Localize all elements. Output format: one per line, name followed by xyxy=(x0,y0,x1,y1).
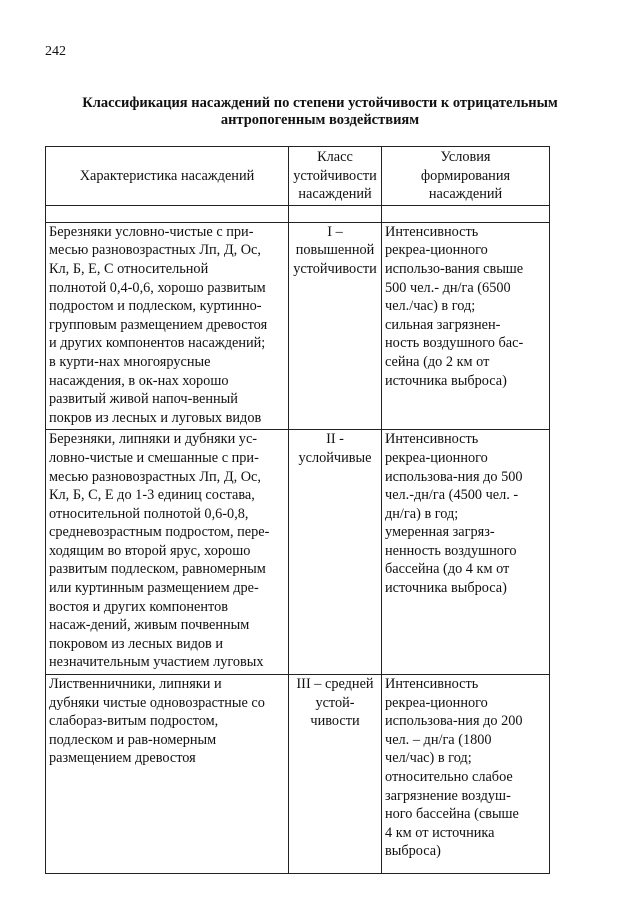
characteristic-line: ловно-чистые и смешанные с при- xyxy=(49,449,259,466)
class-line: чивости xyxy=(310,713,360,730)
conditions-line: источника выброса) xyxy=(385,372,507,389)
conditions-line: 4 км от источника xyxy=(385,824,495,841)
conditions-line: чел/час) в год; xyxy=(385,750,472,767)
characteristic-line: Лиственничники, липняки и xyxy=(49,676,222,693)
spacer-cell xyxy=(289,205,382,222)
table-row xyxy=(46,430,550,675)
characteristic-line: развитым подлеском, равномерным xyxy=(49,561,266,578)
conditions-cell xyxy=(382,222,550,430)
conditions-line: умеренная загряз- xyxy=(385,524,495,541)
conditions-line: загрязнение воздуш- xyxy=(385,787,511,804)
characteristic-line: полнотой 0,4-0,6, хорошо развитым xyxy=(49,279,266,296)
conditions-line: Интенсивность xyxy=(385,676,479,693)
header-conditions-line: Условия xyxy=(440,149,491,165)
page-number: 242 xyxy=(45,44,66,59)
spacer-cell xyxy=(46,205,289,222)
header-class-line: насаждений xyxy=(298,186,372,203)
conditions-line: ненность воздушного xyxy=(385,542,517,559)
conditions-line: использова-ния до 500 xyxy=(385,468,523,485)
header-class xyxy=(289,147,382,206)
conditions-line: бассейна (до 4 км от xyxy=(385,561,510,578)
conditions-cell xyxy=(382,675,550,874)
characteristic-line: покровом из лесных видов и xyxy=(49,635,224,652)
characteristic-cell xyxy=(46,675,289,874)
conditions-line: использова-ния до 200 xyxy=(385,713,523,730)
class-cell xyxy=(289,675,382,874)
characteristic-line: покров из лесных и луговых видов xyxy=(49,409,262,426)
characteristic-cell xyxy=(46,222,289,430)
class-cell xyxy=(289,430,382,675)
characteristic-line: Кл, Б, Е, С относительной xyxy=(49,260,209,277)
characteristic-line: размещением древостоя xyxy=(49,750,196,767)
conditions-line: сейна (до 2 км от xyxy=(385,353,490,370)
characteristic-line: насаж-дений, живым почвенным xyxy=(49,617,250,634)
conditions-line: относительно слабое xyxy=(385,769,513,785)
conditions-line: Интенсивность xyxy=(385,223,479,240)
class-line: устойчивости xyxy=(293,260,377,277)
conditions-line: рекреа-ционного xyxy=(385,449,488,466)
class-line: устой- xyxy=(315,694,355,711)
class-line: II - xyxy=(326,431,344,448)
conditions-line: использо-вания свыше xyxy=(385,260,524,277)
header-conditions xyxy=(382,147,550,206)
conditions-line: источника выброса) xyxy=(385,580,507,597)
characteristic-line: подлеском и рав-номерным xyxy=(49,731,217,748)
conditions-line: выброса) xyxy=(385,843,441,860)
characteristic-line: месью разновозрастных Лп, Д, Ос, xyxy=(49,468,261,485)
characteristic-line: групповым размещением древостоя xyxy=(49,316,268,333)
characteristic-line: развитый живой напоч-венный xyxy=(49,391,238,408)
characteristic-line: Березняки условно-чистые с при- xyxy=(49,223,254,240)
conditions-line: чел./час) в год; xyxy=(385,298,476,315)
characteristic-line: ходящим во второй ярус, хорошо xyxy=(49,542,251,559)
characteristic-line: незначительным участием луговых xyxy=(49,654,264,671)
header-class-line: Класс xyxy=(317,149,353,165)
characteristic-line: дубняки чистые одновозрастные со xyxy=(49,694,265,711)
class-line: I – xyxy=(327,223,343,240)
characteristic-line: средневозрастным подростом, пере- xyxy=(49,524,270,541)
conditions-line: Интенсивность xyxy=(385,431,479,448)
table-row xyxy=(46,675,550,874)
characteristic-line: Кл, Б, С, Е до 1-3 единиц состава, xyxy=(49,487,255,504)
characteristic-line: востоя и других компонентов xyxy=(49,598,228,615)
class-cell xyxy=(289,222,382,430)
conditions-line: рекреа-ционного xyxy=(385,242,488,259)
characteristic-line: или куртинным размещением дре- xyxy=(49,580,259,597)
table-header-row xyxy=(46,147,550,206)
conditions-line: 500 чел.- дн/га (6500 xyxy=(385,279,511,296)
document-title xyxy=(20,95,620,129)
characteristic-cell xyxy=(46,430,289,675)
title-line-1: Классификация насаждений по степени устойчивости к отрицательным xyxy=(82,95,558,111)
characteristic-line: и других компонентов насаждений; xyxy=(49,335,266,352)
conditions-line: чел.-дн/га (4500 чел. - xyxy=(385,487,519,504)
characteristic-line: месью разновозрастных Лп, Д, Ос, xyxy=(49,242,261,259)
class-line: услойчивые xyxy=(298,449,372,466)
header-conditions-line: насаждений xyxy=(428,186,503,203)
conditions-line: чел. – дн/га (1800 xyxy=(385,731,492,748)
characteristic-line: слабораз-витым подростом, xyxy=(49,713,219,730)
conditions-line: рекреа-ционного xyxy=(385,694,488,711)
header-class-line: устойчивости xyxy=(293,167,377,184)
characteristic-line: насаждения, в ок-нах хорошо xyxy=(49,372,229,389)
conditions-line: сильная загрязнен- xyxy=(385,316,501,333)
characteristic-line: подростом и подлеском, куртинно- xyxy=(49,298,262,315)
title-line-2: антропогенным воздействиям xyxy=(220,112,420,128)
table-row xyxy=(46,222,550,430)
conditions-cell xyxy=(382,430,550,675)
spacer-cell xyxy=(382,205,550,222)
header-characteristic: Характеристика насаждений xyxy=(46,147,289,206)
table-spacer-row xyxy=(46,205,550,222)
characteristic-line: в курти-нах многоярусные xyxy=(49,353,211,370)
classification-table xyxy=(45,146,550,874)
class-line: III – средней xyxy=(296,676,374,693)
conditions-line: дн/га) в год; xyxy=(385,505,459,522)
characteristic-line: Березняки, липняки и дубняки ус- xyxy=(49,431,258,448)
header-conditions-line: формирования xyxy=(420,167,511,184)
characteristic-line: относительной полнотой 0,6-0,8, xyxy=(49,505,249,522)
conditions-line: ного бассейна (свыше xyxy=(385,806,519,823)
class-line: повышенной xyxy=(295,242,375,259)
conditions-line: ность воздушного бас- xyxy=(385,335,524,352)
